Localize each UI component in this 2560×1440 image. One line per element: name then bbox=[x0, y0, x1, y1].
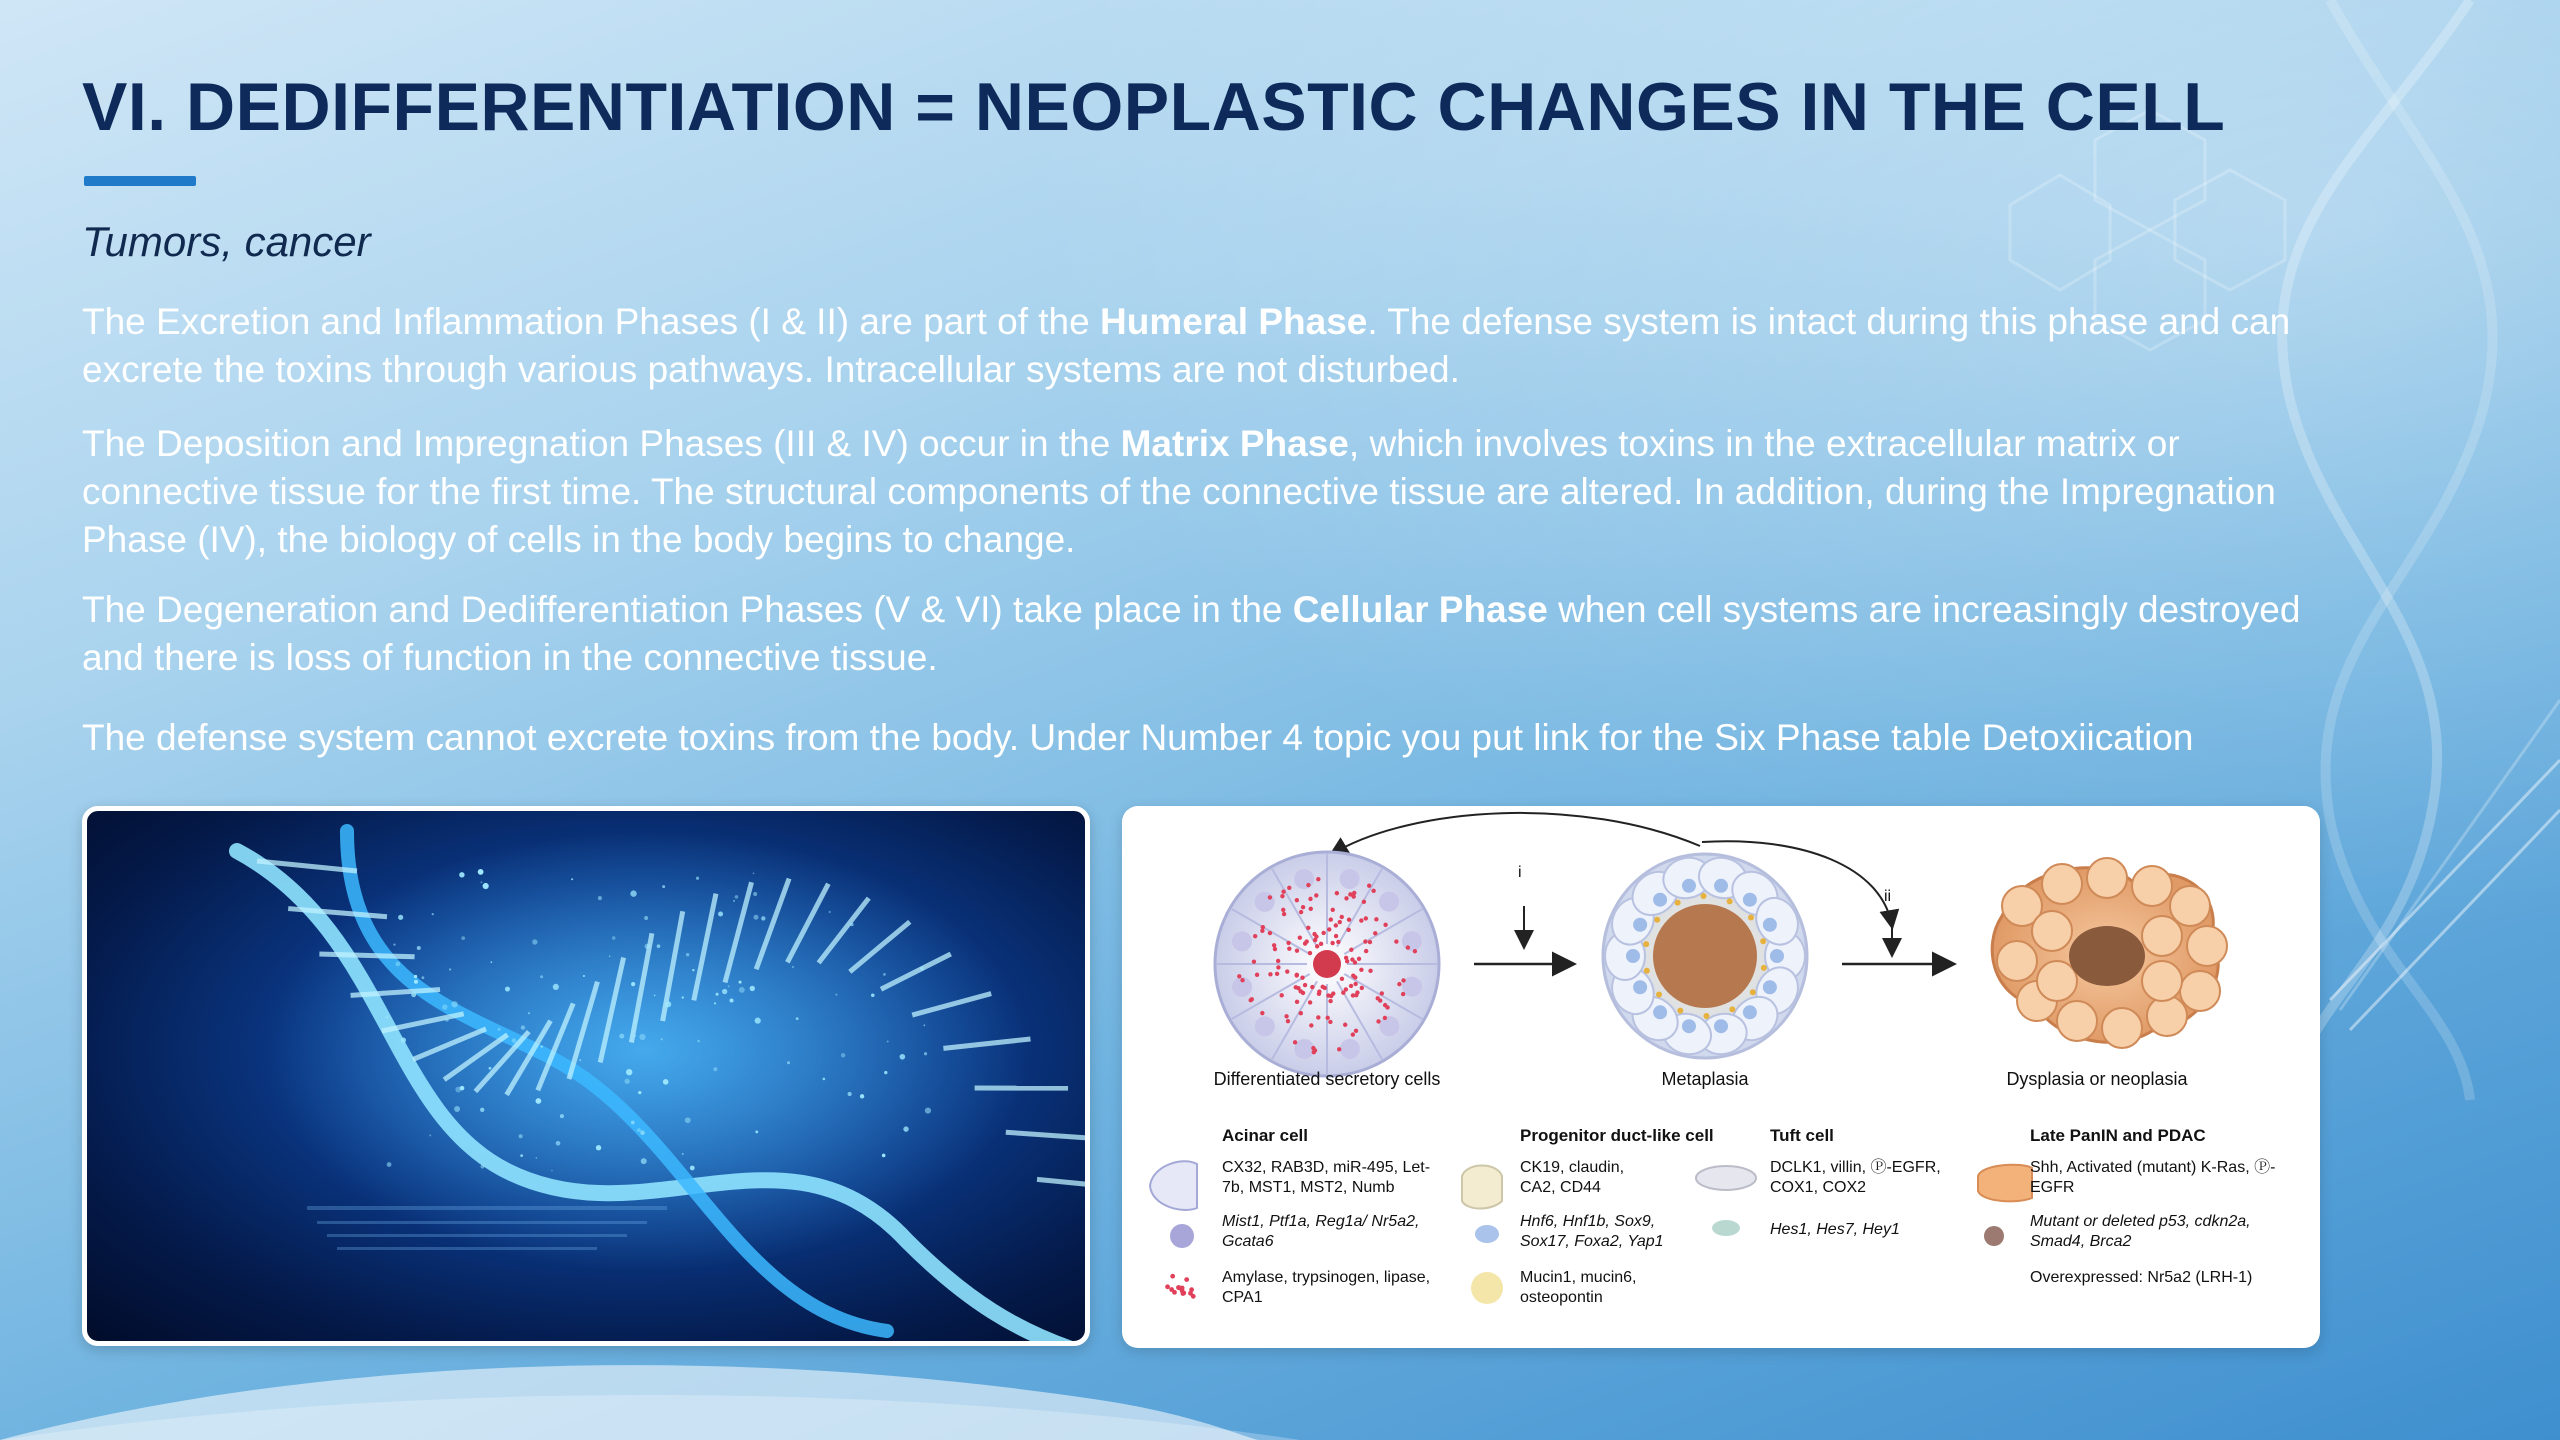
duct-cell-icon bbox=[1462, 1166, 1502, 1209]
slide-subtitle: Tumors, cancer bbox=[82, 218, 371, 265]
term-matrix-phase: Matrix Phase bbox=[1120, 423, 1349, 464]
legend-progenitor-genes: Hnf6, Hnf1b, Sox9, Sox17, Foxa2, Yap1 bbox=[1520, 1213, 1664, 1250]
slide-title: VI. DEDIFFERENTIATION = NEOPLASTIC CHANGES IN THE CELL bbox=[82, 69, 2226, 145]
metaplasia-cluster bbox=[1603, 853, 1807, 1059]
duct-nucleus-icon bbox=[1475, 1225, 1499, 1243]
paragraph-humeral-phase: The Excretion and Inflammation Phases (I & II) are part of the Humeral Phase. The defense system is intact during this phase and can excrete the toxins through various pathways. Intracellular systems are not disturbed. bbox=[82, 301, 2291, 390]
neoplasia-cluster bbox=[1992, 858, 2227, 1048]
arrow-label-ii: ii bbox=[1884, 888, 1892, 905]
legend-pdac-genes: Mutant or deleted p53, cdkn2a, Smad4, Brca2 bbox=[2030, 1213, 2251, 1250]
arrow-label-i: i bbox=[1518, 864, 1522, 881]
paragraph-cellular-phase: The Degeneration and Dedifferentiation Phases (V & VI) take place in the Cellular Phase when cell systems are increasingly destroyed and there is loss of function in the connective tissue. bbox=[82, 589, 2301, 678]
tuft-cell-icon bbox=[1696, 1166, 1756, 1190]
acinar-cell-icon bbox=[1150, 1161, 1197, 1210]
legend-progenitor-mucins: Mucin1, mucin6, osteopontin bbox=[1520, 1269, 1637, 1306]
legend-pdac-markers: Shh, Activated (mutant) K-Ras, Ⓟ-EGFR bbox=[2030, 1159, 2276, 1196]
dna-helix-image bbox=[82, 806, 1090, 1346]
legend-tuft-markers: DCLK1, villin, Ⓟ-EGFR, COX1, COX2 bbox=[1770, 1159, 1941, 1196]
pdac-cell-icon bbox=[1978, 1165, 2032, 1202]
pdac-nucleus-icon bbox=[1984, 1226, 2004, 1246]
paragraph-matrix-phase: The Deposition and Impregnation Phases (III & IV) occur in the Matrix Phase, which involves toxins in the extracellular matrix or connective tissue for the first time. The structural components of the connective tissue are altered. In addition, during the Impregnation Phase (IV), the biology of cells in the body begins to change. bbox=[82, 423, 2276, 560]
mucin-granule-icon bbox=[1471, 1272, 1503, 1304]
legend-heading-progenitor: Progenitor duct-like cell bbox=[1520, 1126, 1714, 1145]
acinar-cell-cluster bbox=[1215, 852, 1439, 1076]
reversion-arrow bbox=[1332, 813, 1700, 854]
legend-pdac-overexpressed: Overexpressed: Nr5a2 (LRH-1) bbox=[2030, 1269, 2253, 1286]
stage-caption-metaplasia: Metaplasia bbox=[1661, 1069, 1749, 1089]
cell-transformation-diagram bbox=[1122, 806, 2320, 1348]
legend-progenitor-markers: CK19, claudin, CA2, CD44 bbox=[1520, 1159, 1625, 1196]
legend-heading-pdac: Late PanIN and PDAC bbox=[2030, 1126, 2206, 1145]
dna-helix-icon bbox=[87, 811, 1085, 1341]
acinar-nucleus-icon bbox=[1170, 1224, 1194, 1248]
stage-caption-neoplasia: Dysplasia or neoplasia bbox=[2006, 1069, 2188, 1089]
legend-heading-acinar: Acinar cell bbox=[1222, 1126, 1308, 1145]
legend-tuft-genes: Hes1, Hes7, Hey1 bbox=[1770, 1221, 1900, 1238]
legend-acinar-genes: Mist1, Ptf1a, Reg1a/ Nr5a2, Gcata6 bbox=[1222, 1213, 1420, 1250]
title-accent-bar bbox=[84, 176, 196, 186]
term-cellular-phase: Cellular Phase bbox=[1292, 589, 1548, 630]
zymogen-granule-icon bbox=[1165, 1274, 1195, 1299]
term-humeral-phase: Humeral Phase bbox=[1100, 301, 1368, 342]
paragraph-defense-system: The defense system cannot excrete toxins from the body. Under Number 4 topic you put link for the Six Phase table Detoxiication bbox=[82, 717, 2194, 758]
legend-acinar-markers: CX32, RAB3D, miR-495, Let-7b, MST1, MST2, Numb bbox=[1222, 1159, 1431, 1196]
legend-acinar-enzymes: Amylase, trypsinogen, lipase, CPA1 bbox=[1222, 1269, 1431, 1306]
stage-caption-differentiated: Differentiated secretory cells bbox=[1213, 1069, 1441, 1089]
tuft-nucleus-icon bbox=[1712, 1220, 1740, 1236]
legend-heading-tuft: Tuft cell bbox=[1770, 1126, 1834, 1145]
